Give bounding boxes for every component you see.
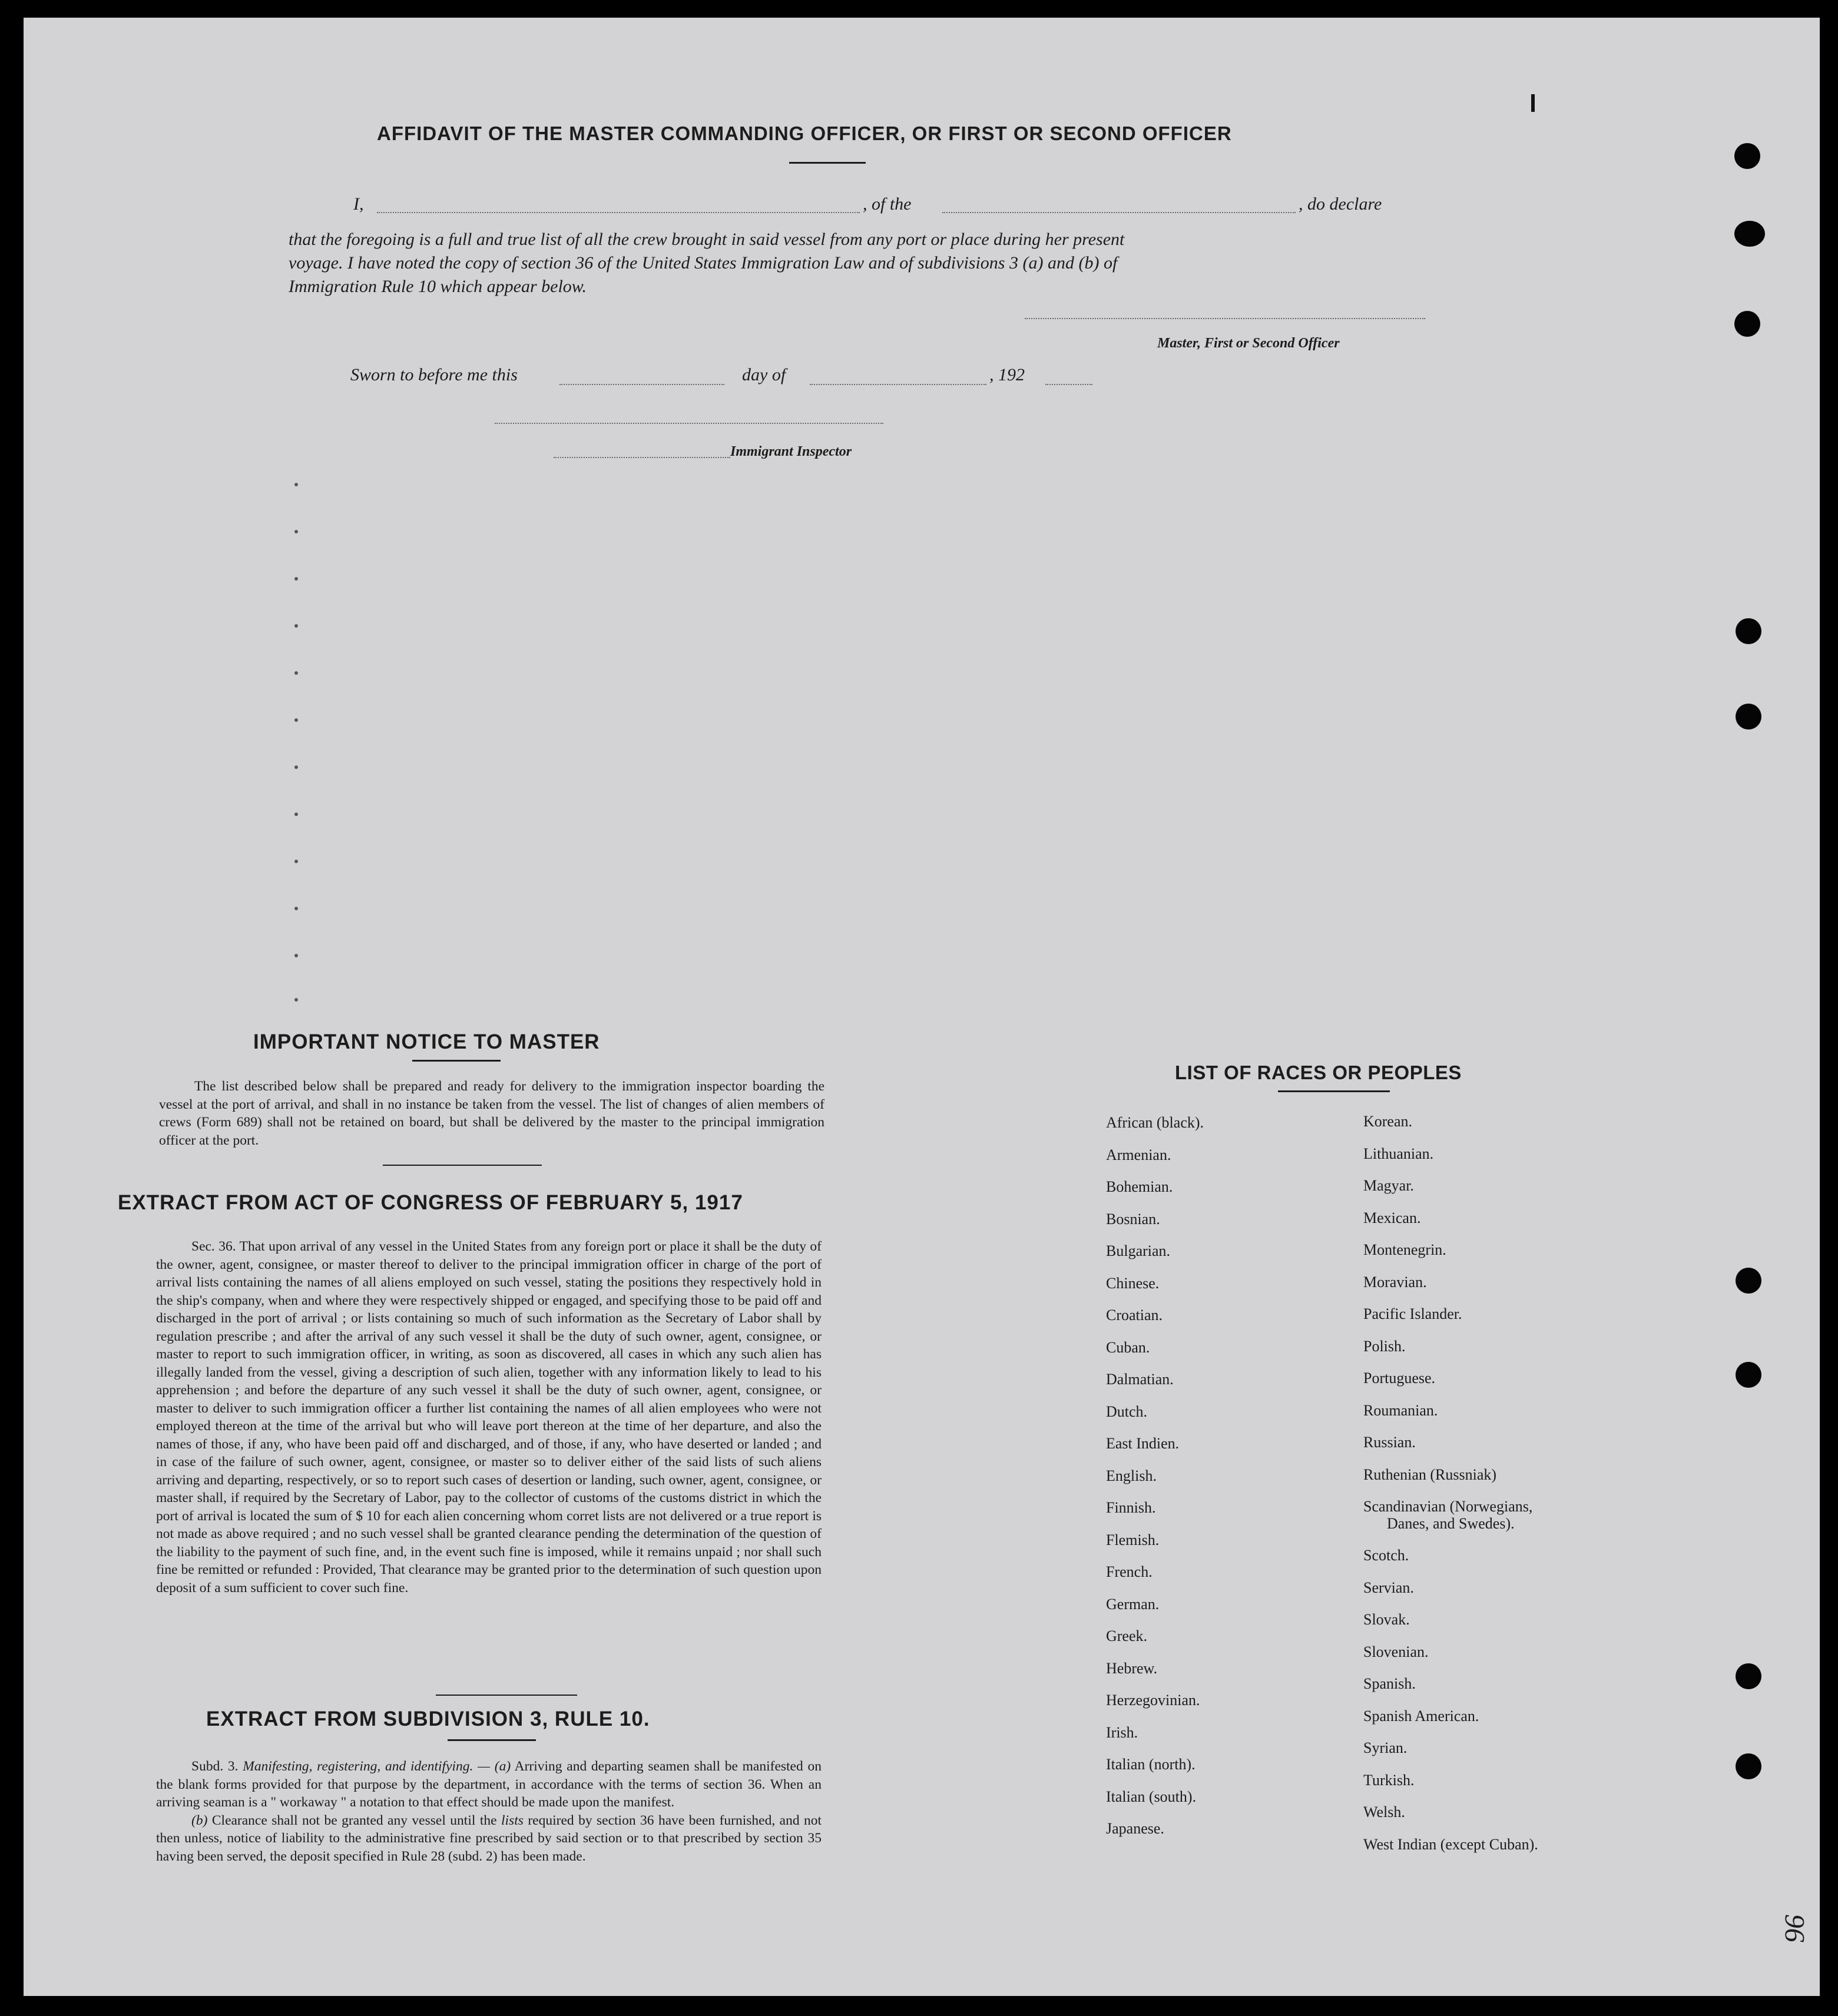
subd-b-text-2: required by section 36 have been furnished, and not then unless, notice of liability to the administrative fine prescribed by said section or to that prescribed by section 35 having been served, the deposit specified in Rule 28 (subd. 2) has been made. xyxy=(156,1812,822,1864)
inspector-label: Immigrant Inspector xyxy=(730,444,852,459)
subd-a-text: Arriving and departing seamen shall be manifested on the blank forms provided for that purpose by the department, in accordance with the terms of section 36. When an arriving seaman is a " workaway " a notation to that effect should be made upon the manifest. xyxy=(156,1759,822,1810)
race-item: Mexican. xyxy=(1363,1209,1421,1226)
race-item: Slovak. xyxy=(1363,1611,1410,1628)
ledger-tick xyxy=(294,577,298,581)
notice-heading: IMPORTANT NOTICE TO MASTER xyxy=(253,1030,600,1053)
race-item: Ruthenian (Russniak) xyxy=(1363,1465,1497,1483)
race-item: Polish. xyxy=(1363,1337,1406,1355)
race-item: Turkish. xyxy=(1363,1771,1415,1789)
subd-b-lead: (b) xyxy=(191,1812,208,1828)
race-item: Spanish American. xyxy=(1363,1707,1479,1725)
race-item: Servian. xyxy=(1363,1579,1414,1596)
corner-mark xyxy=(1531,94,1535,112)
sworn-day-of: day of xyxy=(742,365,786,384)
ledger-tick xyxy=(294,998,298,1002)
race-item: Flemish. xyxy=(1106,1531,1160,1549)
inspector-line-1 xyxy=(495,423,883,424)
subd-title: Manifesting, registering, and identifying. — (a) xyxy=(243,1759,511,1774)
subd-lead: Subd. 3. xyxy=(191,1759,239,1774)
race-item: French. xyxy=(1106,1563,1153,1580)
race-item: Irish. xyxy=(1106,1723,1138,1741)
binder-hole xyxy=(1736,1663,1761,1689)
notice-separator xyxy=(383,1165,542,1166)
affidavit-vessel-line xyxy=(942,212,1296,213)
notice-heading-rule xyxy=(412,1060,501,1062)
rule-text xyxy=(156,1758,822,1865)
races-heading: LIST OF RACES OR PEOPLES xyxy=(1175,1062,1462,1083)
race-item: Montenegrin. xyxy=(1363,1241,1446,1258)
sworn-label: Sworn to before me this xyxy=(350,365,518,384)
ledger-tick xyxy=(294,671,298,675)
race-item: Welsh. xyxy=(1363,1803,1405,1821)
races-heading-rule xyxy=(1278,1090,1390,1092)
race-item: Dutch. xyxy=(1106,1402,1148,1420)
sworn-year-line xyxy=(1045,384,1092,385)
race-item: Italian (north). xyxy=(1106,1756,1195,1773)
race-item: Syrian. xyxy=(1363,1739,1408,1756)
ledger-tick xyxy=(294,483,298,486)
affidavit-line-3: voyage. I have noted the copy of section 36 of the United States Immigration Law and of subdivisions 3 (a) and (b) of xyxy=(289,253,1118,273)
race-item: German. xyxy=(1106,1595,1160,1613)
master-signature-label: Master, First or Second Officer xyxy=(1157,336,1340,351)
ledger-tick xyxy=(294,765,298,769)
race-item: Greek. xyxy=(1106,1627,1148,1644)
race-item: Russian. xyxy=(1363,1434,1416,1451)
act-separator xyxy=(436,1695,577,1696)
ledger-tick xyxy=(294,624,298,628)
binder-hole xyxy=(1736,1362,1761,1388)
ledger-tick xyxy=(294,718,298,722)
affidavit-do-declare: , do declare xyxy=(1299,194,1382,214)
master-signature-line xyxy=(1025,318,1425,319)
binder-hole xyxy=(1736,618,1761,644)
race-item: Scandinavian (Norwegians, xyxy=(1363,1498,1533,1515)
affidavit-line-2: that the foregoing is a full and true list of all the crew brought in said vessel from any port or place during her present xyxy=(289,230,1125,249)
affidavit-of-the: , of the xyxy=(863,194,912,214)
document-page xyxy=(24,18,1820,1996)
race-item: Bosnian. xyxy=(1106,1210,1160,1228)
margin-note: 96 xyxy=(1779,1915,1810,1943)
notice-text: The list described below shall be prepared and ready for delivery to the immigration inspector boarding the vessel at the port of arrival, and shall in no instance be taken from the vessel. The list of changes of alien members of crews (Form 689) shall not be retained on board, but shall be delivered by the master to the principal immigration officer at the port. xyxy=(159,1079,824,1148)
sworn-day-line xyxy=(559,384,724,385)
race-item: Cuban. xyxy=(1106,1338,1150,1356)
race-item: Magyar. xyxy=(1363,1177,1414,1194)
race-item: Lithuanian. xyxy=(1363,1145,1434,1162)
race-item: Chinese. xyxy=(1106,1274,1160,1292)
race-item: Roumanian. xyxy=(1363,1401,1438,1419)
race-item: Slovenian. xyxy=(1363,1643,1429,1660)
affidavit-name-line xyxy=(377,212,860,213)
subd-b-text-1: Clearance shall not be granted any vessel until the xyxy=(211,1812,497,1828)
affidavit-line-4: Immigration Rule 10 which appear below. xyxy=(289,277,587,296)
race-item: Korean. xyxy=(1363,1113,1413,1130)
race-item: Croatian. xyxy=(1106,1307,1163,1324)
race-item: Portuguese. xyxy=(1363,1370,1436,1387)
ledger-tick xyxy=(294,530,298,533)
race-item: Armenian. xyxy=(1106,1146,1171,1163)
binder-hole xyxy=(1736,1753,1761,1779)
subd-b-lists: lists xyxy=(501,1812,524,1828)
race-item: Dalmatian. xyxy=(1106,1371,1174,1388)
binder-hole xyxy=(1734,311,1760,337)
binder-hole xyxy=(1736,1268,1761,1294)
act-heading: EXTRACT FROM ACT OF CONGRESS OF FEBRUARY 5, 1917 xyxy=(118,1191,743,1214)
race-item: Herzegovinian. xyxy=(1106,1692,1200,1709)
race-item: Hebrew. xyxy=(1106,1659,1158,1677)
race-item: West Indian (except Cuban). xyxy=(1363,1835,1538,1853)
affidavit-i-label: I, xyxy=(353,194,364,214)
race-item: English. xyxy=(1106,1467,1157,1484)
binder-hole xyxy=(1736,704,1761,730)
affidavit-heading: AFFIDAVIT OF THE MASTER COMMANDING OFFICER, OR FIRST OR SECOND OFFICER xyxy=(377,122,1232,144)
race-item: Italian (south). xyxy=(1106,1788,1197,1805)
affidavit-heading-rule xyxy=(789,162,866,164)
binder-hole xyxy=(1734,143,1760,169)
ledger-tick xyxy=(294,954,298,957)
inspector-line-2 xyxy=(554,457,730,458)
binder-hole xyxy=(1734,221,1765,247)
race-item: Moravian. xyxy=(1363,1273,1427,1291)
race-item: Scotch. xyxy=(1363,1547,1409,1564)
race-item: Danes, and Swedes). xyxy=(1387,1514,1515,1532)
ledger-tick xyxy=(294,813,298,816)
rule-heading-rule xyxy=(448,1739,536,1741)
race-item: East Indien. xyxy=(1106,1435,1180,1452)
race-item: Bohemian. xyxy=(1106,1178,1173,1195)
ledger-tick xyxy=(294,860,298,863)
race-item: Bulgarian. xyxy=(1106,1242,1171,1259)
race-item: African (black). xyxy=(1106,1114,1204,1131)
race-item: Japanese. xyxy=(1106,1820,1164,1837)
rule-heading: EXTRACT FROM SUBDIVISION 3, RULE 10. xyxy=(206,1707,650,1730)
ledger-tick xyxy=(294,907,298,910)
sworn-year: , 192 xyxy=(989,365,1025,384)
act-text: Sec. 36. That upon arrival of any vessel in the United States from any foreign port or place it shall be the duty of the owner, agent, consignee, or master thereof to deliver to the principal immigration officer in charge of the port of arrival lists containing the names of all aliens employed on such vessel, stating the positions they respectively hold in the ship's company, when and where they were respectively shipped or engaged, and specifying those to be paid off and discharged in the port of arrival ; or lists containing so much of such information as the Secretary of Labor shall by regulation prescribe ; and after the arrival of any such vessel it shall be the duty of such owner, agent, consignee, or master to report to such immigration officer, in writing, as soon as discovered, all cases in which any such alien has illegally landed from the vessel, giving a description of such alien, together with any information likely to lead to his apprehension ; and before the departure of any such vessel it shall be the duty of such owner, agent, consignee, or master to deliver to such immigration officer a further list containing the names of all alien employees who were not employed thereon at the time of the arrival but who will leave port thereon at the time of her departure, and also the names of those, if any, who have been paid off and discharged, and of those, if any, who have deserted or landed ; and in case of the failure of such owner, agent, consignee, or master so to deliver either of the said lists of such aliens arriving and departing, respectively, or so to report such cases of desertion or landing, such owner, agent, consignee, or master shall, if required by the Secretary of Labor, pay to the collector of customs of the customs district in which the port of arrival is located the sum of $ 10 for each alien concerning whom corret lists are not delivered or a true report is not made as above required ; and no such vessel shall be granted clearance pending the determination of the question of the liability to the payment of such fine, and, in the event such fine is imposed, while it remains unpaid ; nor shall such fine be remitted or refunded : Provided, That clearance may be granted prior to the determination of such question upon deposit of a sum sufficient to cover such fine. xyxy=(156,1239,822,1596)
sworn-month-line xyxy=(810,384,986,385)
race-item: Finnish. xyxy=(1106,1499,1156,1516)
race-item: Pacific Islander. xyxy=(1363,1305,1462,1322)
race-item: Spanish. xyxy=(1363,1675,1416,1692)
